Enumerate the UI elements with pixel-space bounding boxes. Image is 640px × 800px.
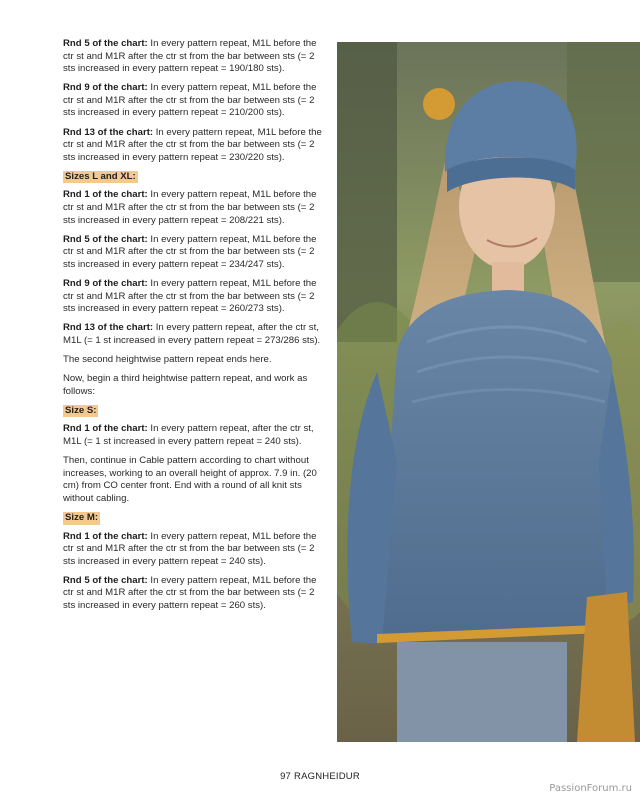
instruction-paragraph	[63, 455, 325, 505]
instruction-text: In every pattern repeat, M1L before the ctr st and M1R after the ctr st from the bar between sts (= 2 sts increased in every pattern repeat = 190/180 sts).	[63, 38, 317, 75]
round-label: Rnd 1 of the chart:	[63, 423, 148, 435]
instruction-paragraph	[63, 82, 325, 120]
instruction-text: The second heightwise pattern repeat ends here.	[63, 353, 272, 365]
instruction-text: In every pattern repeat, M1L before the ctr st and M1R after the ctr st from the bar between sts (= 2 sts increased in every pattern repeat = 260/273 sts).	[63, 278, 317, 315]
instruction-text: In every pattern repeat, M1L before the ctr st and M1R after the ctr st from the bar between sts (= 2 sts increased in every pattern repeat = 210/200 sts).	[63, 82, 317, 119]
running-title: RAGNHEIDUR	[294, 771, 360, 782]
round-label: Rnd 9 of the chart:	[63, 82, 148, 94]
instruction-paragraph	[63, 189, 325, 227]
watermark-text: PassionForum.ru	[549, 783, 632, 794]
size-heading: Size S:	[65, 404, 97, 416]
instruction-text: In every pattern repeat, after the ctr st, M1L (= 1 st increased in every pattern repeat = 273/286 sts).	[63, 322, 321, 346]
instruction-text: In every pattern repeat, M1L before the ctr st and M1R after the ctr st from the bar between sts (= 2 sts increased in every pattern repeat = 240 sts).	[63, 530, 317, 567]
instruction-paragraph	[63, 38, 325, 76]
instruction-text: In every pattern repeat, M1L before the ctr st and M1R after the ctr st from the bar between sts (= 2 sts increased in every pattern repeat = 260 sts).	[63, 574, 317, 611]
instruction-paragraph	[63, 373, 325, 398]
instruction-paragraph	[63, 354, 325, 367]
instruction-text: In every pattern repeat, M1L before the ctr st and M1R after the ctr st from the bar between sts (= 2 sts increased in every pattern repeat = 208/221 sts).	[63, 189, 317, 226]
instruction-text: In every pattern repeat, M1L before the ctr st and M1R after the ctr st from the bar between sts (= 2 sts increased in every pattern repeat = 230/220 sts).	[63, 126, 322, 163]
size-heading: Size M:	[65, 511, 99, 523]
round-label: Rnd 13 of the chart:	[63, 322, 154, 334]
instruction-paragraph	[63, 423, 325, 448]
instruction-paragraph	[63, 322, 325, 347]
model-photo	[337, 42, 640, 742]
size-heading: Sizes L and XL:	[65, 170, 136, 182]
instructions-column	[63, 38, 325, 619]
round-label: Rnd 5 of the chart:	[63, 38, 148, 49]
instruction-text: In every pattern repeat, M1L before the ctr st and M1R after the ctr st from the bar between sts (= 2 sts increased in every pattern repeat = 234/247 sts).	[63, 233, 317, 270]
round-label: Rnd 9 of the chart:	[63, 278, 148, 289]
page-number: 97	[280, 771, 292, 782]
round-label: Rnd 1 of the chart:	[63, 530, 148, 542]
round-label: Rnd 5 of the chart:	[63, 574, 148, 586]
instruction-paragraph	[63, 575, 325, 613]
instruction-paragraph	[63, 278, 325, 316]
round-label: Rnd 13 of the chart:	[63, 126, 154, 138]
instruction-paragraph	[63, 234, 325, 272]
instruction-paragraph	[63, 531, 325, 569]
round-label: Rnd 1 of the chart:	[63, 189, 148, 201]
instruction-text: Now, begin a third heightwise pattern repeat, and work as follows:	[63, 373, 308, 397]
instruction-paragraph	[63, 127, 325, 165]
page-folio	[0, 771, 640, 782]
round-label: Rnd 5 of the chart:	[63, 233, 148, 245]
instruction-text: Then, continue in Cable pattern according to chart without increases, working to an overall height of approx. 7.9 in. (20 cm) from CO center front. End with a round of all knit sts without cabling.	[63, 455, 317, 504]
instruction-text: In every pattern repeat, after the ctr st, M1L (= 1 st increased in every pattern repeat = 240 sts).	[63, 423, 314, 447]
